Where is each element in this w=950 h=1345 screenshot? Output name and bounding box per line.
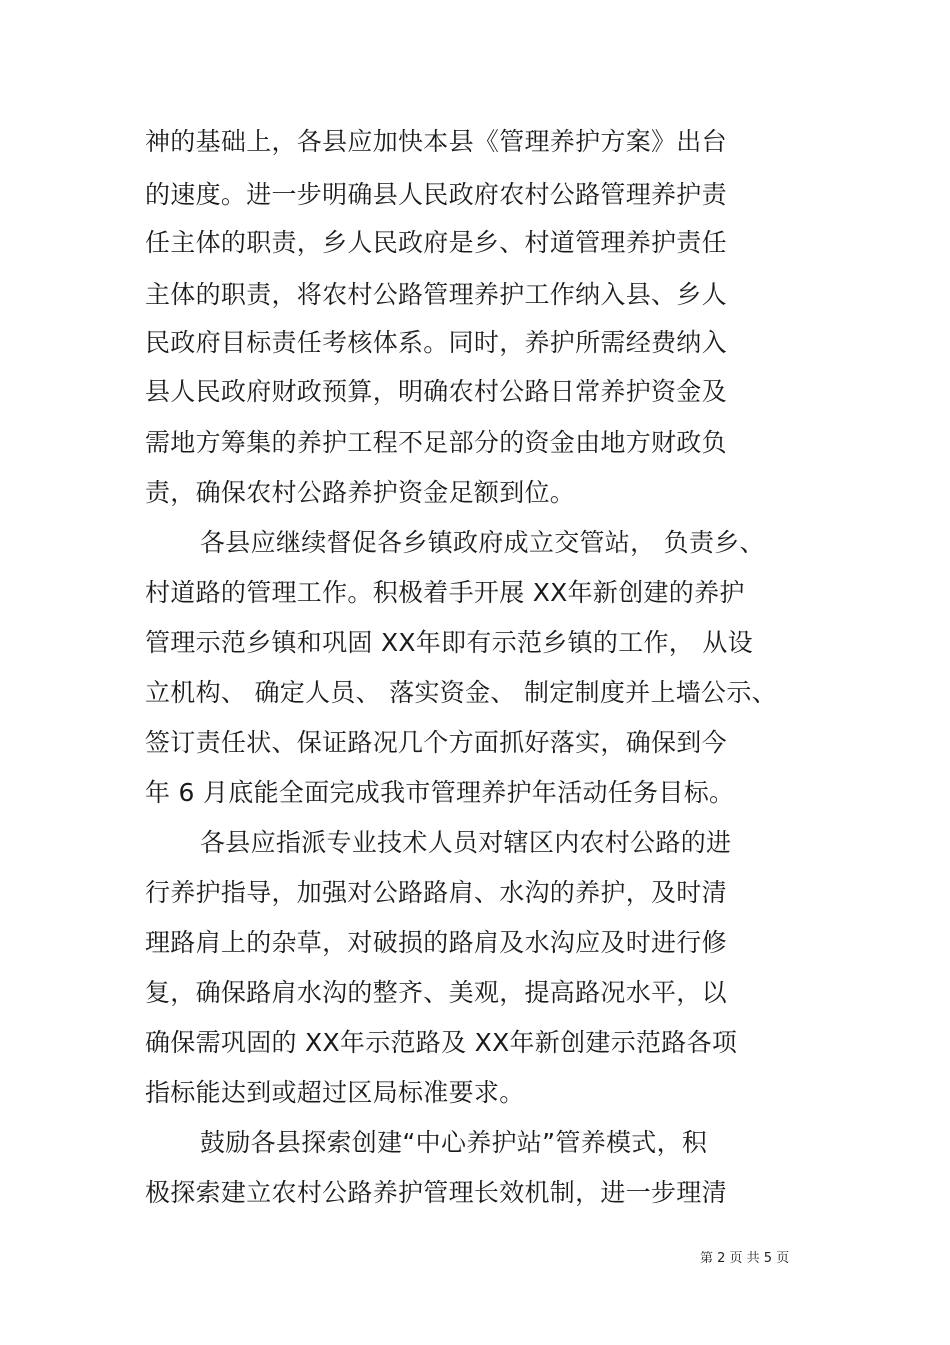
- paragraph-1-line-4: 主体的职责，将农村公路管理养护工作纳入县、乡人: [145, 280, 727, 309]
- paragraph-2-line-5: 签订责任状、保证路况几个方面抓好落实，确保到今: [145, 728, 727, 757]
- paragraph-1-line-7: 需地方筹集的养护工程不足部分的资金由地方财政负: [145, 428, 727, 457]
- paragraph-1-line-1: 神的基础上，各县应加快本县《管理养护方案》出台: [145, 127, 727, 156]
- paragraph-3-line-4: 复，确保路肩水沟的整齐、美观，提高路况水平，以: [145, 978, 727, 1007]
- paragraph-1-line-3: 任主体的职责，乡人民政府是乡、村道管理养护责任: [145, 228, 727, 257]
- paragraph-4-line-2: 极探索建立农村公路养护管理长效机制，进一步理清: [145, 1178, 727, 1207]
- paragraph-3-line-1: 各县应指派专业技术人员对辖区内农村公路的进: [200, 828, 732, 857]
- paragraph-1-line-6: 县人民政府财政预算，明确农村公路日常养护资金及: [145, 377, 727, 406]
- paragraph-2-line-6: 年 6 月底能全面完成我市管理养护年活动任务目标。: [145, 778, 735, 807]
- paragraph-1-line-8: 责，确保农村公路养护资金足额到位。: [145, 478, 576, 507]
- paragraph-2-line-2: 村道路的管理工作。积极着手开展 XX年新创建的养护: [145, 578, 745, 607]
- paragraph-4-line-1: 鼓励各县探索创建“中心养护站”管养模式，积: [200, 1128, 708, 1157]
- paragraph-2-line-4: 立机构、 确定人员、 落实资金、 制定制度并上墙公示、: [145, 678, 777, 707]
- paragraph-3-line-6: 指标能达到或超过区局标准要求。: [145, 1078, 525, 1107]
- paragraph-2-line-1: 各县应继续督促各乡镇政府成立交管站， 负责乡、: [200, 528, 765, 557]
- page-number-footer: 第 2 页 共 5 页: [700, 1251, 790, 1266]
- paragraph-3-line-3: 理路肩上的杂草，对破损的路肩及水沟应及时进行修: [145, 928, 727, 957]
- paragraph-1-line-5: 民政府目标责任考核体系。同时，养护所需经费纳入: [145, 328, 727, 357]
- paragraph-2-line-3: 管理示范乡镇和巩固 XX年即有示范乡镇的工作， 从设: [145, 628, 753, 657]
- paragraph-3-line-2: 行养护指导，加强对公路路肩、水沟的养护，及时清: [145, 878, 727, 907]
- paragraph-1-line-2: 的速度。进一步明确县人民政府农村公路管理养护责: [145, 180, 727, 209]
- paragraph-3-line-5: 确保需巩固的 XX年示范路及 XX年新创建示范路各项: [145, 1028, 738, 1057]
